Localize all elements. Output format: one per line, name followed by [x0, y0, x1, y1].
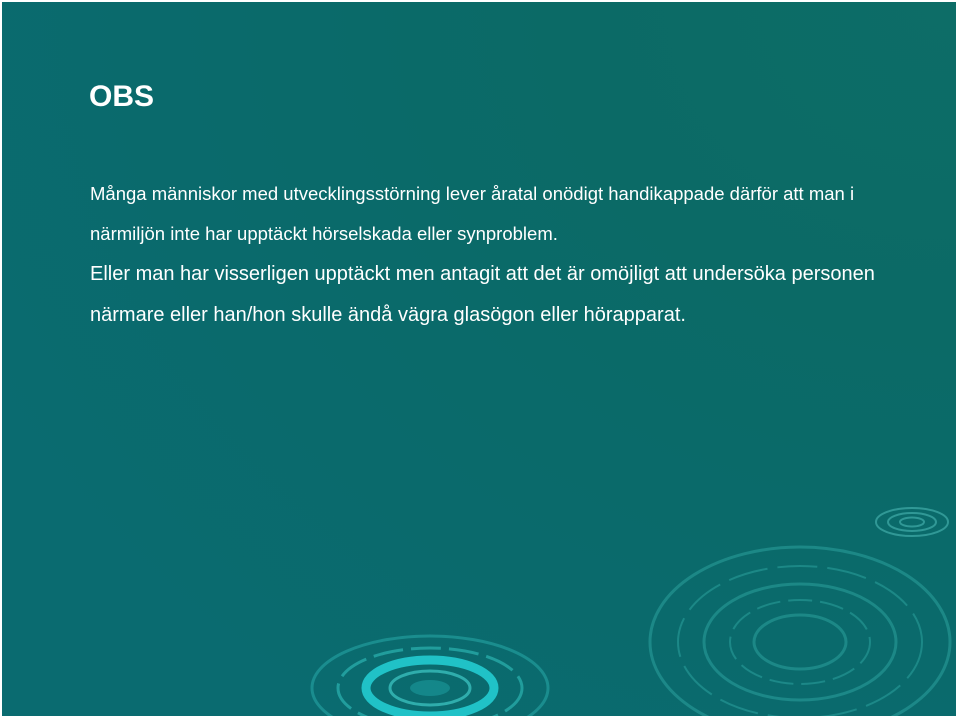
- slide-title: OBS: [89, 80, 155, 113]
- slide: [2, 2, 956, 716]
- paragraph-1: Många människor med utvecklingsstörning lever åratal onödigt handikappade därför att man i närmiljön inte har upptäckt hörselskada eller synproblem.: [90, 183, 855, 244]
- paragraph-2: Eller man har visserligen upptäckt men antagit att det är omöjligt att undersöka personen närmare eller han/hon skulle ändå vägra glasögon eller hörapparat.: [90, 263, 875, 326]
- slide-body: [90, 174, 910, 336]
